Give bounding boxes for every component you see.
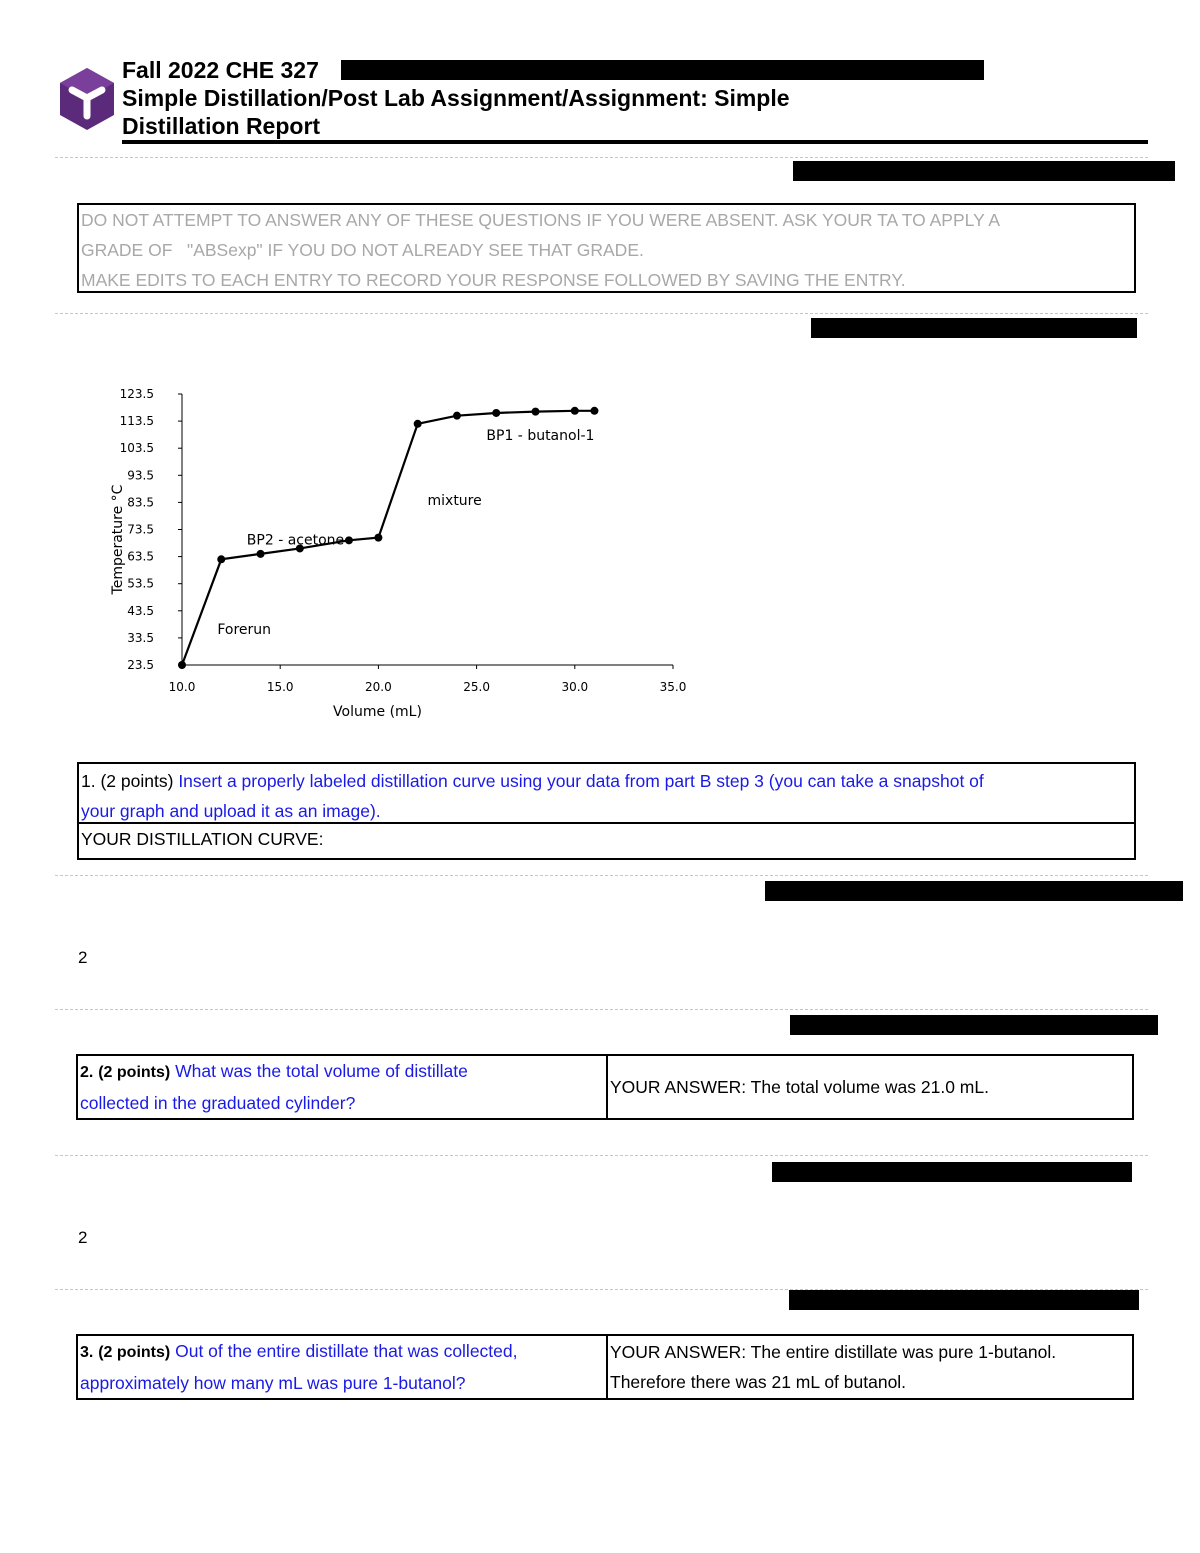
entry-separator — [55, 157, 1148, 158]
entry-separator — [55, 313, 1148, 314]
y-tick-label: 93.5 — [127, 468, 154, 483]
question-3-answer-line: YOUR ANSWER: The entire distillate was pure 1-butanol. — [610, 1342, 1057, 1362]
course-logo-icon — [58, 66, 116, 132]
x-tick-label: 30.0 — [561, 680, 589, 694]
y-tick-label: 73.5 — [127, 522, 154, 537]
assignment-title-line1: Simple Distillation/Post Lab Assignment/Assignment: Simple — [122, 85, 790, 111]
x-tick-label: 25.0 — [463, 680, 490, 694]
data-point — [257, 550, 265, 558]
data-point — [590, 407, 598, 415]
x-tick-label: 10.0 — [168, 680, 196, 694]
x-tick-label: 15.0 — [266, 680, 294, 694]
header-rule — [122, 140, 1148, 144]
data-point — [374, 534, 382, 542]
y-tick-label: 113.5 — [119, 414, 154, 429]
y-tick-label: 83.5 — [127, 495, 154, 510]
redacted-timestamp — [765, 881, 1183, 901]
distillation-curve-chart — [100, 378, 700, 723]
redacted-timestamp — [772, 1162, 1132, 1182]
question-1-prompt-cont: your graph and upload it as an image). — [81, 801, 381, 821]
data-point — [217, 555, 225, 563]
y-tick-label: 43.5 — [127, 603, 154, 618]
course-title: Fall 2022 CHE 327 — [122, 57, 319, 83]
y-tick-label: 103.5 — [119, 441, 154, 456]
notice-line: MAKE EDITS TO EACH ENTRY TO RECORD YOUR RESPONSE FOLLOWED BY SAVING THE ENTRY. — [81, 270, 906, 290]
question-3-prompt-cont: approximately how many mL was pure 1-butanol? — [80, 1373, 466, 1393]
question-2-points: (2 points) — [98, 1064, 171, 1081]
chart-annotation: mixture — [427, 493, 482, 510]
question-1-box — [77, 762, 1136, 860]
absence-notice — [77, 203, 1136, 293]
score-value: 2 — [78, 948, 88, 967]
y-tick-label: 53.5 — [127, 576, 154, 591]
question-3-number: 3. — [80, 1344, 94, 1361]
data-point — [571, 407, 579, 415]
question-2-prompt-cont: collected in the graduated cylinder? — [80, 1093, 356, 1113]
data-point — [345, 536, 353, 544]
question-3-answer-line: Therefore there was 21 mL of butanol. — [610, 1372, 907, 1392]
entry-separator — [55, 1155, 1148, 1156]
data-point — [532, 408, 540, 416]
y-tick-label: 33.5 — [127, 630, 154, 645]
question-3-points: (2 points) — [98, 1344, 171, 1361]
assignment-title-line2: Distillation Report — [122, 113, 321, 139]
question-1-prompt: Insert a properly labeled distillation curve using your data from part B step 3 (you can take a snapshot of — [178, 771, 984, 791]
question-2-table — [76, 1054, 1134, 1120]
redacted-name — [341, 60, 984, 80]
redacted-timestamp — [793, 161, 1175, 181]
question-1-answer[interactable]: YOUR DISTILLATION CURVE: — [81, 829, 324, 849]
y-axis-label: Temperature °C — [110, 484, 126, 595]
data-point — [414, 420, 422, 428]
question-3-table — [76, 1334, 1134, 1400]
question-3-answer[interactable] — [607, 1335, 1133, 1399]
question-3-cell — [77, 1335, 607, 1399]
data-point — [453, 412, 461, 420]
chart-annotation: BP1 - butanol-1 — [486, 428, 595, 445]
x-tick-label: 20.0 — [365, 680, 392, 694]
chart-annotation: BP2 - acetone — [246, 532, 345, 549]
x-tick-label: 35.0 — [659, 680, 687, 694]
question-2-cell — [77, 1055, 607, 1119]
question-2-number: 2. — [80, 1064, 94, 1081]
question-1-points: (2 points) — [100, 771, 174, 791]
redacted-timestamp — [811, 318, 1137, 338]
notice-line: GRADE OF "ABSexp" IF YOU DO NOT ALREADY SEE THAT GRADE. — [81, 240, 644, 260]
question-3-prompt: Out of the entire distillate that was collected, — [175, 1341, 518, 1361]
question-2-prompt: What was the total volume of distillate — [175, 1061, 468, 1081]
data-point — [178, 661, 186, 669]
chart-annotation: Forerun — [217, 621, 272, 638]
x-axis-label: Volume (mL) — [333, 704, 422, 720]
question-1-text — [79, 764, 1134, 824]
question-1-number: 1. — [81, 771, 96, 791]
y-tick-label: 23.5 — [127, 658, 154, 672]
y-tick-label: 123.5 — [119, 387, 154, 401]
notice-line: DO NOT ATTEMPT TO ANSWER ANY OF THESE QUESTIONS IF YOU WERE ABSENT. ASK YOUR TA TO APPLY A — [81, 210, 1001, 230]
score-value: 2 — [78, 1228, 88, 1247]
data-point — [492, 409, 500, 417]
redacted-timestamp — [789, 1290, 1139, 1310]
question-2-answer[interactable]: YOUR ANSWER: The total volume was 21.0 mL. — [607, 1055, 1133, 1119]
y-tick-label: 63.5 — [127, 549, 154, 564]
entry-separator — [55, 875, 1148, 876]
entry-separator — [55, 1009, 1148, 1010]
redacted-timestamp — [790, 1015, 1158, 1035]
